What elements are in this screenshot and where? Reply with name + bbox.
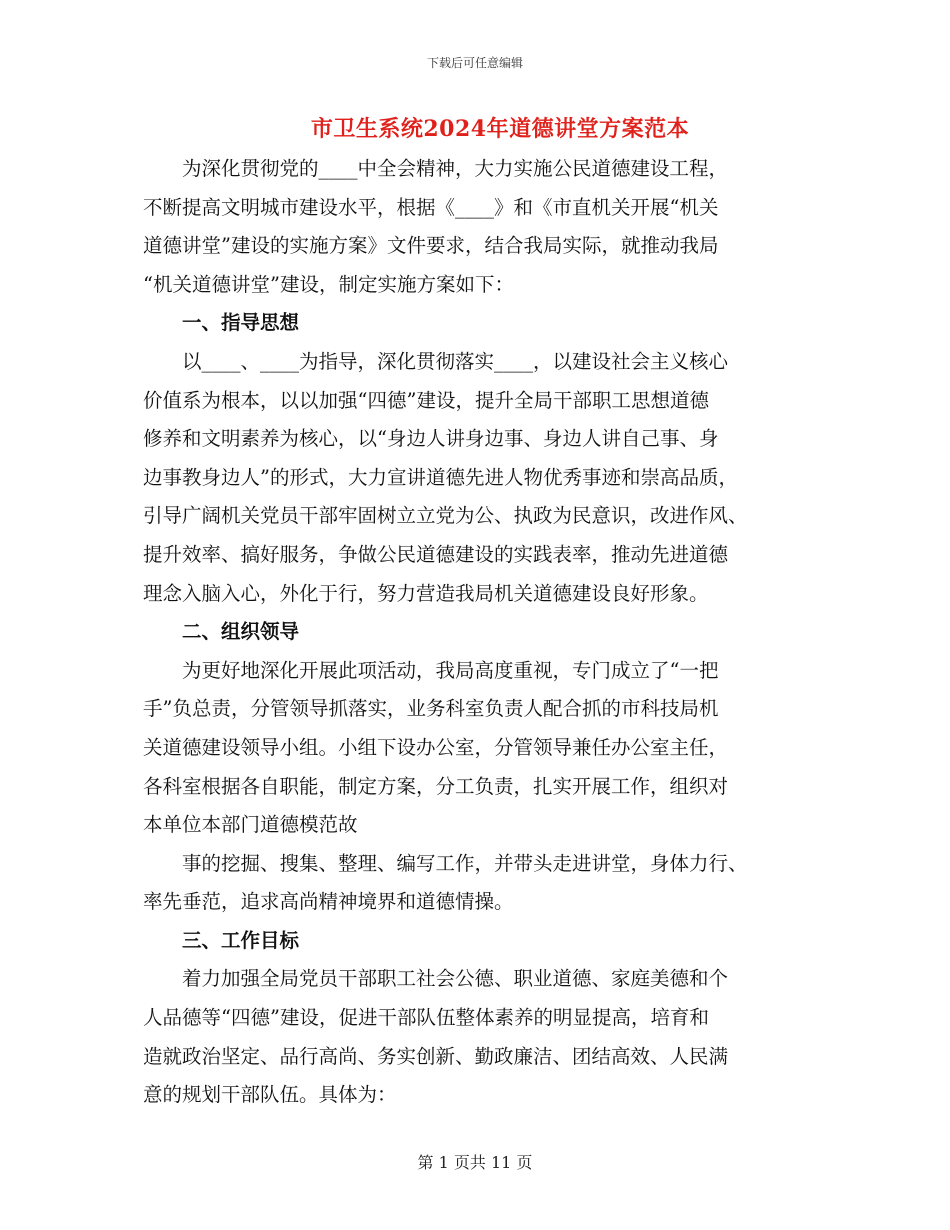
header-note: 下载后可任意编辑 [426, 56, 523, 70]
document-body [143, 150, 813, 1115]
body-line: 着力加强全局党员干部职工社会公德、职业道德、家庭美德和个 [182, 967, 729, 991]
body-line: 以____、____为指导，深化贯彻落实____，以建设社会主义核心 [182, 349, 729, 373]
body-line: 提升效率、搞好服务，争做公民道德建设的实践表率，推动先进道德 [143, 542, 729, 566]
body-line: “机关道德讲堂”建设，制定实施方案如下： [143, 272, 514, 296]
body-line: 率先垂范，追求高尚精神境界和道德情操。 [143, 890, 514, 914]
body-line: 各科室根据各自职能，制定方案，分工负责，扎实开展工作，组织对 [143, 774, 729, 798]
body-line: 事的挖掘、搜集、整理、编写工作，并带头走进讲堂，身体力行、 [182, 851, 748, 875]
body-line: 道德讲堂”建设的实施方案》文件要求，结合我局实际，就推动我局 [143, 234, 719, 258]
body-line: 为深化贯彻党的____中全会精神，大力实施公民道德建设工程， [182, 157, 729, 180]
body-line: 关道德建设领导小组。小组下设办公室，分管领导兼任办公室主任， [143, 735, 729, 759]
body-line: 造就政治坚定、品行高尚、务实创新、勤政廉洁、团结高效、人民满 [143, 1044, 729, 1068]
body-line: 价值系为根本，以以加强“四德”建设，提升全局干部职工思想道德 [143, 388, 709, 412]
body-line: 本单位本部门道德模范故 [143, 813, 358, 837]
body-line: 手”负总责，分管领导抓落实，业务科室负责人配合抓的市科技局机 [143, 697, 719, 721]
section-heading: 二、组织领导 [182, 620, 300, 644]
section-heading: 三、工作目标 [182, 928, 300, 952]
body-line: 人品德等“四德”建设，促进干部队伍整体素养的明显提高，培育和 [143, 1006, 709, 1030]
body-line: 为更好地深化开展此项活动，我局高度重视，专门成立了“一把 [182, 658, 719, 682]
body-line: 修养和文明素养为核心，以“身边人讲身边事、身边人讲自己事、身 [143, 427, 719, 451]
page-footer: 第 1 页共 11 页 [417, 1153, 533, 1172]
body-line: 理念入脑入心，外化于行，努力营造我局机关道德建设良好形象。 [143, 581, 709, 605]
section-heading: 一、指导思想 [182, 311, 300, 335]
body-line: 意的规划干部队伍。具体为： [143, 1083, 397, 1107]
body-line: 不断提高文明城市建设水平，根据《____》和《市直机关开展“机关 [143, 195, 719, 219]
document-title: 市卫生系统2024年道德讲堂方案范本 [310, 116, 690, 142]
body-line: 引导广阔机关党员干部牢固树立立党为公、执政为民意识，改进作风、 [143, 504, 748, 528]
body-line: 边事教身边人”的形式，大力宣讲道德先进人物优秀事迹和崇高品质， [143, 465, 738, 489]
